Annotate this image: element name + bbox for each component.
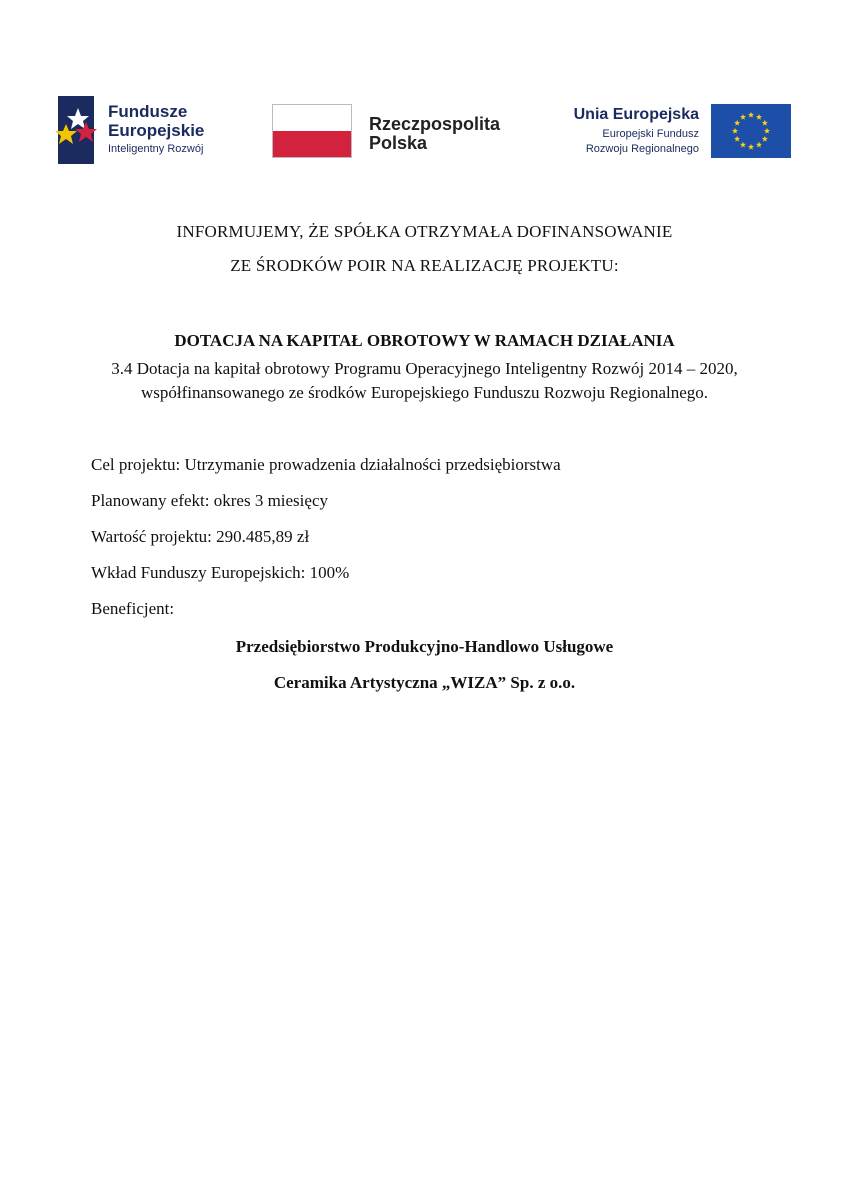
- intro-line-1: INFORMUJEMY, ŻE SPÓŁKA OTRZYMAŁA DOFINANSOWANIE: [176, 222, 673, 241]
- logo-rzeczpospolita-polska: [272, 104, 522, 160]
- beneficiary-line-2: Ceramika Artystyczna „WIZA” Sp. z o.o.: [273, 673, 576, 692]
- rp-line2: Polska: [369, 133, 428, 153]
- project-description: [0, 357, 849, 405]
- document-body: [0, 215, 849, 701]
- eu-flag-icon: [711, 104, 791, 158]
- description-line-2: współfinansowanego ze środków Europejskiego Funduszu Rozwoju Regionalnego.: [140, 383, 709, 402]
- detail-planned-effect: Planowany efekt: okres 3 miesięcy: [91, 491, 328, 510]
- logo-fundusze-europejskie: [56, 94, 256, 166]
- polish-flag-icon: [272, 104, 352, 158]
- rp-line1: Rzeczpospolita: [369, 114, 501, 134]
- project-details: [0, 447, 849, 627]
- ue-line1: Unia Europejska: [573, 106, 699, 123]
- fe-line3: Inteligentny Rozwój: [108, 143, 204, 155]
- fe-line1: Fundusze: [108, 102, 188, 121]
- logo-bar: [0, 0, 849, 190]
- description-line-1: 3.4 Dotacja na kapitał obrotowy Programu Operacyjnego Inteligentny Rozwój 2014 – 2020,: [111, 359, 738, 378]
- detail-eu-contribution: Wkład Funduszy Europejskich: 100%: [91, 563, 350, 582]
- beneficiary-name: [0, 629, 849, 701]
- detail-goal: Cel projektu: Utrzymanie prowadzenia działalności przedsiębiorstwa: [91, 455, 561, 474]
- ue-line3: Rozwoju Regionalnego: [585, 143, 699, 155]
- beneficiary-line-1: Przedsiębiorstwo Produkcyjno-Handlowo Usługowe: [235, 637, 614, 656]
- fundusze-europejskie-stars-icon: [56, 94, 100, 166]
- project-heading: DOTACJA NA KAPITAŁ OBROTOWY W RAMACH DZIAŁANIA: [174, 331, 675, 350]
- fe-line2: Europejskie: [108, 121, 205, 140]
- detail-project-value: Wartość projektu: 290.485,89 zł: [91, 527, 310, 546]
- intro-line-2: ZE ŚRODKÓW POIR NA REALIZACJĘ PROJEKTU:: [230, 256, 619, 275]
- intro-text: [0, 215, 849, 283]
- logo-unia-europejska: [550, 104, 795, 160]
- ue-line2: Europejski Fundusz: [602, 128, 699, 140]
- detail-beneficiary-label: Beneficjent:: [91, 599, 175, 618]
